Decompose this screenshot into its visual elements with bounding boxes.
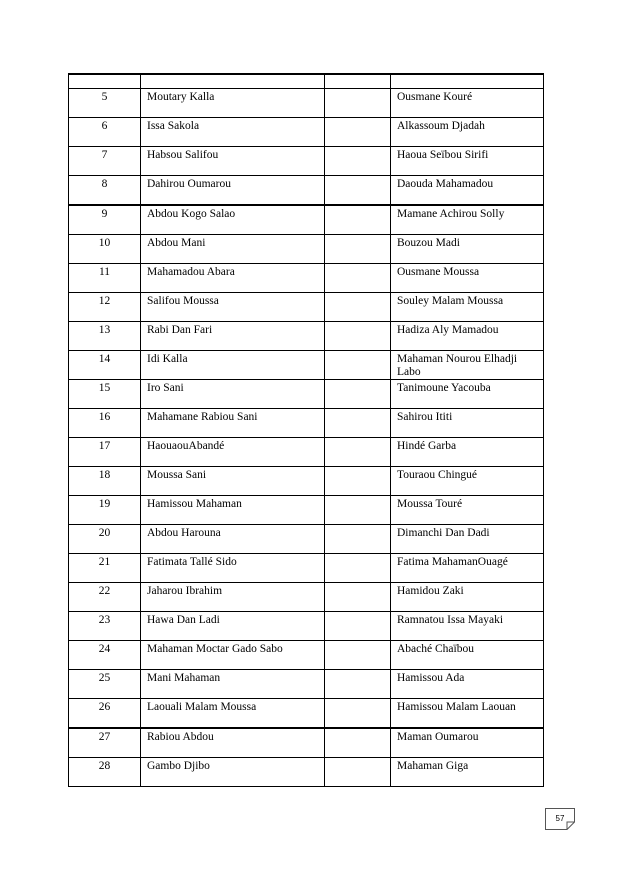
cell-blank (325, 525, 391, 554)
cell-blank (325, 293, 391, 322)
table-row (69, 583, 544, 612)
cell-name: Rabi Dan Fari (141, 322, 325, 351)
cell-name: Habsou Salifou (141, 147, 325, 176)
cell-name: Mani Mahaman (141, 670, 325, 699)
table-row (69, 205, 544, 235)
cell-representative: Tanimoune Yacouba (391, 380, 544, 409)
header-cell-name (141, 74, 325, 89)
cell-blank (325, 554, 391, 583)
cell-blank (325, 409, 391, 438)
cell-number: 7 (69, 147, 141, 176)
table-row (69, 380, 544, 409)
cell-number: 14 (69, 351, 141, 380)
cell-number: 21 (69, 554, 141, 583)
cell-name: Dahirou Oumarou (141, 176, 325, 206)
cell-representative: Hamissou Malam Laouan (391, 699, 544, 729)
cell-name: Mahamadou Abara (141, 264, 325, 293)
header-cell-number (69, 74, 141, 89)
cell-representative: Hamidou Zaki (391, 583, 544, 612)
table-row (69, 728, 544, 758)
names-table (68, 73, 544, 787)
table-row (69, 176, 544, 206)
cell-number: 16 (69, 409, 141, 438)
cell-blank (325, 380, 391, 409)
table-row (69, 758, 544, 787)
cell-name: Hawa Dan Ladi (141, 612, 325, 641)
cell-name: Mahamane Rabiou Sani (141, 409, 325, 438)
table-row (69, 118, 544, 147)
cell-blank (325, 670, 391, 699)
table-row (69, 467, 544, 496)
names-table-body (69, 74, 544, 787)
page-number-badge (545, 808, 575, 830)
cell-name: Mahaman Moctar Gado Sabo (141, 641, 325, 670)
table-row (69, 264, 544, 293)
cell-number: 10 (69, 235, 141, 264)
cell-representative: Souley Malam Moussa (391, 293, 544, 322)
table-row (69, 554, 544, 583)
table-row (69, 351, 544, 380)
cell-name: Abdou Harouna (141, 525, 325, 554)
cell-name: Salifou Moussa (141, 293, 325, 322)
cell-blank (325, 758, 391, 787)
cell-number: 18 (69, 467, 141, 496)
cell-name: Abdou Kogo Salao (141, 205, 325, 235)
cell-representative: Touraou Chingué (391, 467, 544, 496)
cell-blank (325, 322, 391, 351)
cell-representative: Bouzou Madi (391, 235, 544, 264)
table-row (69, 525, 544, 554)
table-row (69, 670, 544, 699)
cell-blank (325, 89, 391, 118)
cell-blank (325, 205, 391, 235)
cell-name: Hamissou Mahaman (141, 496, 325, 525)
cell-representative: Alkassoum Djadah (391, 118, 544, 147)
table-row (69, 235, 544, 264)
cell-name: Fatimata Tallé Sido (141, 554, 325, 583)
cell-name: Moussa Sani (141, 467, 325, 496)
cell-name: Iro Sani (141, 380, 325, 409)
table-row (69, 438, 544, 467)
cell-representative: Dimanchi Dan Dadi (391, 525, 544, 554)
cell-representative: Mahaman Giga (391, 758, 544, 787)
table-row (69, 293, 544, 322)
cell-representative: Haoua Seïbou Sirifi (391, 147, 544, 176)
cell-number: 26 (69, 699, 141, 729)
cell-number: 17 (69, 438, 141, 467)
table-row (69, 147, 544, 176)
cell-name: Idi Kalla (141, 351, 325, 380)
cell-number: 11 (69, 264, 141, 293)
cell-number: 25 (69, 670, 141, 699)
cell-representative: Fatima MahamanOuagé (391, 554, 544, 583)
cell-representative: Mamane Achirou Solly (391, 205, 544, 235)
cell-representative: Ramnatou Issa Mayaki (391, 612, 544, 641)
cell-representative: Hadiza Aly Mamadou (391, 322, 544, 351)
cell-representative: Abaché Chaïbou (391, 641, 544, 670)
cell-representative: Mahaman Nourou Elhadji Labo (391, 351, 544, 380)
cell-name: Moutary Kalla (141, 89, 325, 118)
cell-blank (325, 612, 391, 641)
cell-name: Gambo Djibo (141, 758, 325, 787)
table-row (69, 612, 544, 641)
cell-blank (325, 351, 391, 380)
cell-number: 9 (69, 205, 141, 235)
cell-blank (325, 467, 391, 496)
cell-representative: Hamissou Ada (391, 670, 544, 699)
table-row (69, 322, 544, 351)
cell-blank (325, 641, 391, 670)
cell-representative: Sahirou Ititi (391, 409, 544, 438)
header-cell-representative (391, 74, 544, 89)
cell-blank (325, 118, 391, 147)
cell-number: 19 (69, 496, 141, 525)
cell-blank (325, 147, 391, 176)
table-row (69, 641, 544, 670)
cell-number: 5 (69, 89, 141, 118)
cell-number: 22 (69, 583, 141, 612)
cell-representative: Ousmane Moussa (391, 264, 544, 293)
cell-representative: Hindé Garba (391, 438, 544, 467)
table-row (69, 699, 544, 729)
cell-name: Laouali Malam Moussa (141, 699, 325, 729)
cell-name: Issa Sakola (141, 118, 325, 147)
cell-representative: Ousmane Kouré (391, 89, 544, 118)
cell-number: 28 (69, 758, 141, 787)
cell-representative: Maman Oumarou (391, 728, 544, 758)
cell-number: 15 (69, 380, 141, 409)
header-cell-blank (325, 74, 391, 89)
cell-blank (325, 496, 391, 525)
cell-blank (325, 699, 391, 729)
cell-number: 23 (69, 612, 141, 641)
cell-name: Abdou Mani (141, 235, 325, 264)
cell-blank (325, 438, 391, 467)
cell-number: 12 (69, 293, 141, 322)
table-row (69, 496, 544, 525)
cell-blank (325, 728, 391, 758)
cell-number: 27 (69, 728, 141, 758)
cell-representative: Moussa Touré (391, 496, 544, 525)
cell-number: 6 (69, 118, 141, 147)
cell-number: 20 (69, 525, 141, 554)
cell-blank (325, 176, 391, 206)
table-header-row (69, 74, 544, 89)
cell-name: Jaharou Ibrahim (141, 583, 325, 612)
cell-number: 8 (69, 176, 141, 206)
cell-blank (325, 235, 391, 264)
table-row (69, 89, 544, 118)
cell-name: Rabiou Abdou (141, 728, 325, 758)
cell-number: 24 (69, 641, 141, 670)
cell-name: HaouaouAbandé (141, 438, 325, 467)
table-row (69, 409, 544, 438)
page-number: 57 (555, 814, 565, 823)
cell-blank (325, 264, 391, 293)
cell-representative: Daouda Mahamadou (391, 176, 544, 206)
cell-blank (325, 583, 391, 612)
cell-number: 13 (69, 322, 141, 351)
